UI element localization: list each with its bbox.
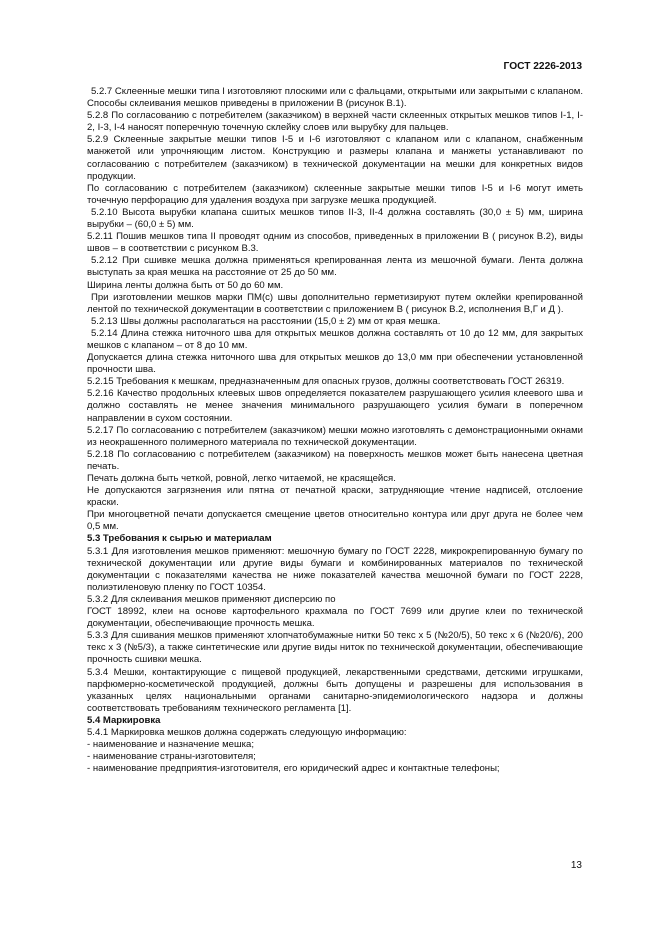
paragraph-5-2-7: 5.2.7 Склеенные мешки типа I изготовляют плоскими или с фальцами, открытыми или закрытыми с клапаном. Способы склеивания мешков приведены в приложении В (рисунок В.1). <box>87 86 583 110</box>
paragraph-5-4-1: 5.4.1 Маркировка мешков должна содержать следующую информацию: <box>87 726 407 738</box>
paragraph-pms-seams: При изготовлении мешков марки ПМ(с) швы дополнительно герметизируют путем оклейки крепированной лентой по технической документации в соответствии с приложением В ( рисунок В.2, исполнения В,Г и Д ). <box>87 291 583 315</box>
paragraph-5-3-1: 5.3.1 Для изготовления мешков применяют: мешочную бумагу по ГОСТ 2228, микрокрепированную бумагу по технической документации или другие виды бумаги и комбинированных материалов по технической документации с показателями качества не ниже показателей качества мешочной бумаги по ГОСТ 2228, полиэтиленовую пленку по ГОСТ 10354. <box>87 545 583 593</box>
paragraph-5-3-2-cont: ГОСТ 18992, клеи на основе картофельного крахмала по ГОСТ 7699 или другие клеи по технической документации, обеспечивающие прочность мешка. <box>87 606 583 630</box>
document-body <box>87 86 583 775</box>
paragraph-5-2-14: 5.2.14 Длина стежка ниточного шва для открытых мешков должна составлять от 10 до 12 мм, для закрытых мешков с клапаном – от 8 до 10 мм. <box>87 327 583 351</box>
paragraph-5-2-16: 5.2.16 Качество продольных клеевых швов определяется показателем разрушающего усилия клеевого шва и должно составлять не менее значения минимального разрушающего усилия бумаги в поперечном направлении в сухом состоянии. <box>87 388 583 424</box>
paragraph-color-shift: При многоцветной печати допускается смещение цветов относительно контура или друг друга не более чем 0,5 мм. <box>87 509 583 533</box>
page-number: 13 <box>570 860 582 871</box>
paragraph-5-2-11: 5.2.11 Пошив мешков типа II проводят одним из способов, приведенных в приложении В ( рисунок В.2), виды швов – в соответствии с рисунком В.3. <box>87 231 583 255</box>
paragraph-5-2-12: 5.2.12 При сшивке мешка должна применяться крепированная лента из мешочной бумаги. Лента должна выступать за края мешка на расстояние от 25 до 50 мм. <box>87 255 583 279</box>
paragraph-agreement-perforation: По согласованию с потребителем (заказчиком) склеенные закрытые мешки типов I-5 и I-6 могут иметь точечную перфорацию для удаления воздуха при загрузке мешка продукцией. <box>87 182 583 206</box>
paragraph-5-2-18: 5.2.18 По согласованию с потребителем (заказчиком) на поверхность мешков может быть нанесена цветная печать. <box>87 448 583 472</box>
paragraph-tape-width: Ширина ленты должна быть от 50 до 60 мм. <box>87 279 284 291</box>
document-code-header: ГОСТ 2226-2013 <box>503 61 582 72</box>
section-5-3-heading: 5.3 Требования к сырью и материалам <box>87 533 272 545</box>
list-item: - наименование страны-изготовителя; <box>87 751 256 763</box>
paragraph-stitch-length: Допускается длина стежка ниточного шва для открытых мешков до 13,0 мм при обеспечении установленной прочности шва. <box>87 352 583 376</box>
paragraph-print-defects: Не допускаются загрязнения или пятна от печатной краски, затрудняющие чтение надписей, отслоение краски. <box>87 485 583 509</box>
paragraph-5-3-4: 5.3.4 Мешки, контактирующие с пищевой продукцией, лекарственными средствами, детскими игрушками, парфюмерно-косметической продукцией, должны быть допущены и разрешены для использования в указанных целях национальными органами санитарно-эпидемиологического надзора и должны соответствовать требованиям технического регламента [1]. <box>87 666 583 714</box>
list-item: - наименование и назначение мешка; <box>87 739 254 751</box>
paragraph-5-2-10: 5.2.10 Высота вырубки клапана сшитых мешков типов II-3, II-4 должна составлять (30,0 ± 5) мм, ширина вырубки – (60,0 ± 5) мм. <box>87 206 583 231</box>
paragraph-5-3-3: 5.3.3 Для сшивания мешков применяют хлопчатобумажные нитки 50 текс х 5 (№20/5), 50 текс х 6 (№20/6), 200 текс х 3 (№5/3), а также синтетические или другие виды ниток по технической документации, обеспечивающие прочность сшивки мешка. <box>87 630 583 666</box>
paragraph-5-2-13: 5.2.13 Швы должны располагаться на расстоянии (15,0 ± 2) мм от края мешка. <box>91 315 441 327</box>
section-5-4-heading: 5.4 Маркировка <box>87 714 161 726</box>
paragraph-5-3-2: 5.3.2 Для склеивания мешков применяют дисперсию по <box>87 593 336 605</box>
paragraph-5-2-8: 5.2.8 По согласованию с потребителем (заказчиком) в верхней части склеенных открытых мешков типов I-1, I-2, I-3, I-4 наносят поперечную точечную склейку слоев или вырубку для пальцев. <box>87 110 583 134</box>
paragraph-5-2-15: 5.2.15 Требования к мешкам, предназначенным для опасных грузов, должны соответствовать ГОСТ 26319. <box>87 376 565 388</box>
paragraph-5-2-17: 5.2.17 По согласованию с потребителем (заказчиком) мешки можно изготовлять с демонстрационными окнами из неокрашенного полимерного материала по технической документации. <box>87 424 583 448</box>
list-item: - наименование предприятия-изготовителя, его юридический адрес и контактные телефоны; <box>87 763 500 775</box>
paragraph-print-quality: Печать должна быть четкой, ровной, легко читаемой, не красящейся. <box>87 473 396 484</box>
marking-list <box>87 739 583 775</box>
paragraph-5-2-9: 5.2.9 Склеенные закрытые мешки типов I-5 и I-6 изготовляют с клапаном или с клапаном, снабженным манжетой или упрочняющим листом. Конструкцию и размеры клапана и манжеты устанавливают по согласованию с потребителем (заказчиком) в технической документации на мешки для конкретных видов продукции. <box>87 134 583 182</box>
